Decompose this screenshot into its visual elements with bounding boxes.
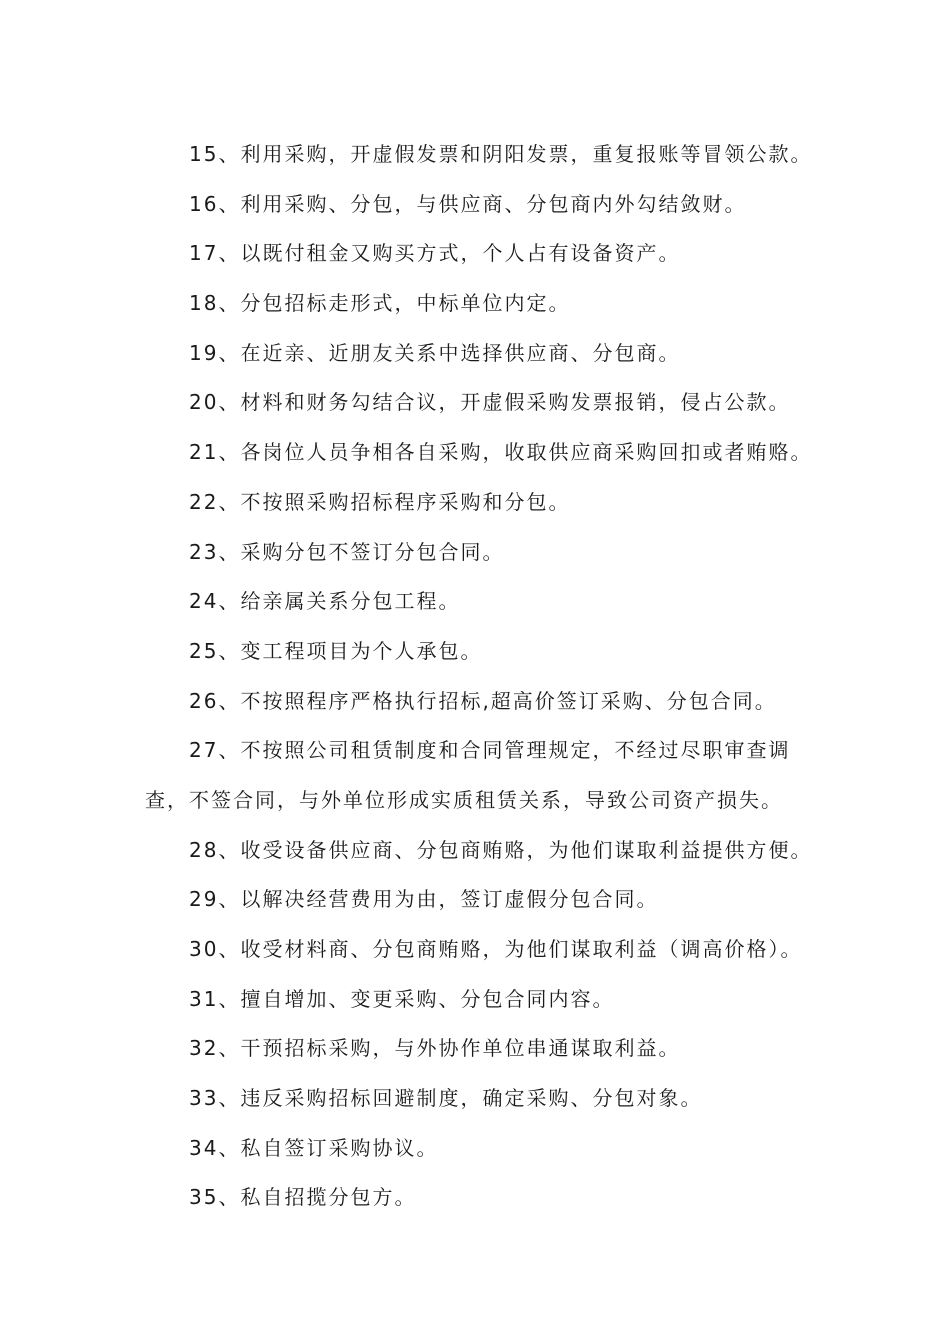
list-item: 29、以解决经营费用为由，签订虚假分包合同。 — [189, 887, 659, 912]
list-item: 17、以既付租金又购买方式，个人占有设备资产。 — [189, 241, 681, 266]
list-item: 35、私自招揽分包方。 — [189, 1185, 417, 1210]
list-item: 21、各岗位人员争相各自采购，收取供应商采购回扣或者贿赂。 — [189, 440, 813, 465]
list-item: 30、收受材料商、分包商贿赂，为他们谋取利益（调高价格）。 — [189, 937, 803, 961]
list-item: 19、在近亲、近朋友关系中选择供应商、分包商。 — [189, 340, 681, 365]
list-item: 31、擅自增加、变更采购、分包合同内容。 — [189, 986, 615, 1011]
list-item: 26、不按照程序严格执行招标,超高价签订采购、分包合同。 — [189, 688, 777, 713]
list-item: 33、违反采购招标回避制度，确定采购、分包对象。 — [189, 1086, 703, 1111]
list-item: 25、变工程项目为个人承包。 — [189, 638, 483, 663]
list-item: 16、利用采购、分包，与供应商、分包商内外勾结敛财。 — [189, 191, 747, 216]
list-item: 20、材料和财务勾结合议，开虚假采购发票报销，侵占公款。 — [189, 390, 791, 415]
list-item: 24、给亲属关系分包工程。 — [189, 589, 461, 614]
list-item: 23、采购分包不签订分包合同。 — [189, 539, 505, 564]
list-item: 15、利用采购，开虚假发票和阴阳发票，重复报账等冒领公款。 — [189, 142, 813, 166]
list-item: 32、干预招标采购，与外协作单位串通谋取利益。 — [189, 1036, 681, 1061]
list-item: 28、收受设备供应商、分包商贿赂，为他们谋取利益提供方便。 — [189, 837, 813, 862]
list-item: 22、不按照采购招标程序采购和分包。 — [189, 489, 571, 514]
list-item: 18、分包招标走形式，中标单位内定。 — [189, 291, 571, 316]
item-list — [145, 130, 815, 1223]
list-item: 34、私自签订采购协议。 — [189, 1135, 439, 1160]
list-item-line-2: 查，不签合同，与外单位形成实质租赁关系，导致公司资产损失。 — [145, 787, 783, 812]
list-item — [145, 726, 815, 825]
list-item-line-1: 27、不按照公司租赁制度和合同管理规定，不经过尽职审查调 — [189, 738, 791, 763]
